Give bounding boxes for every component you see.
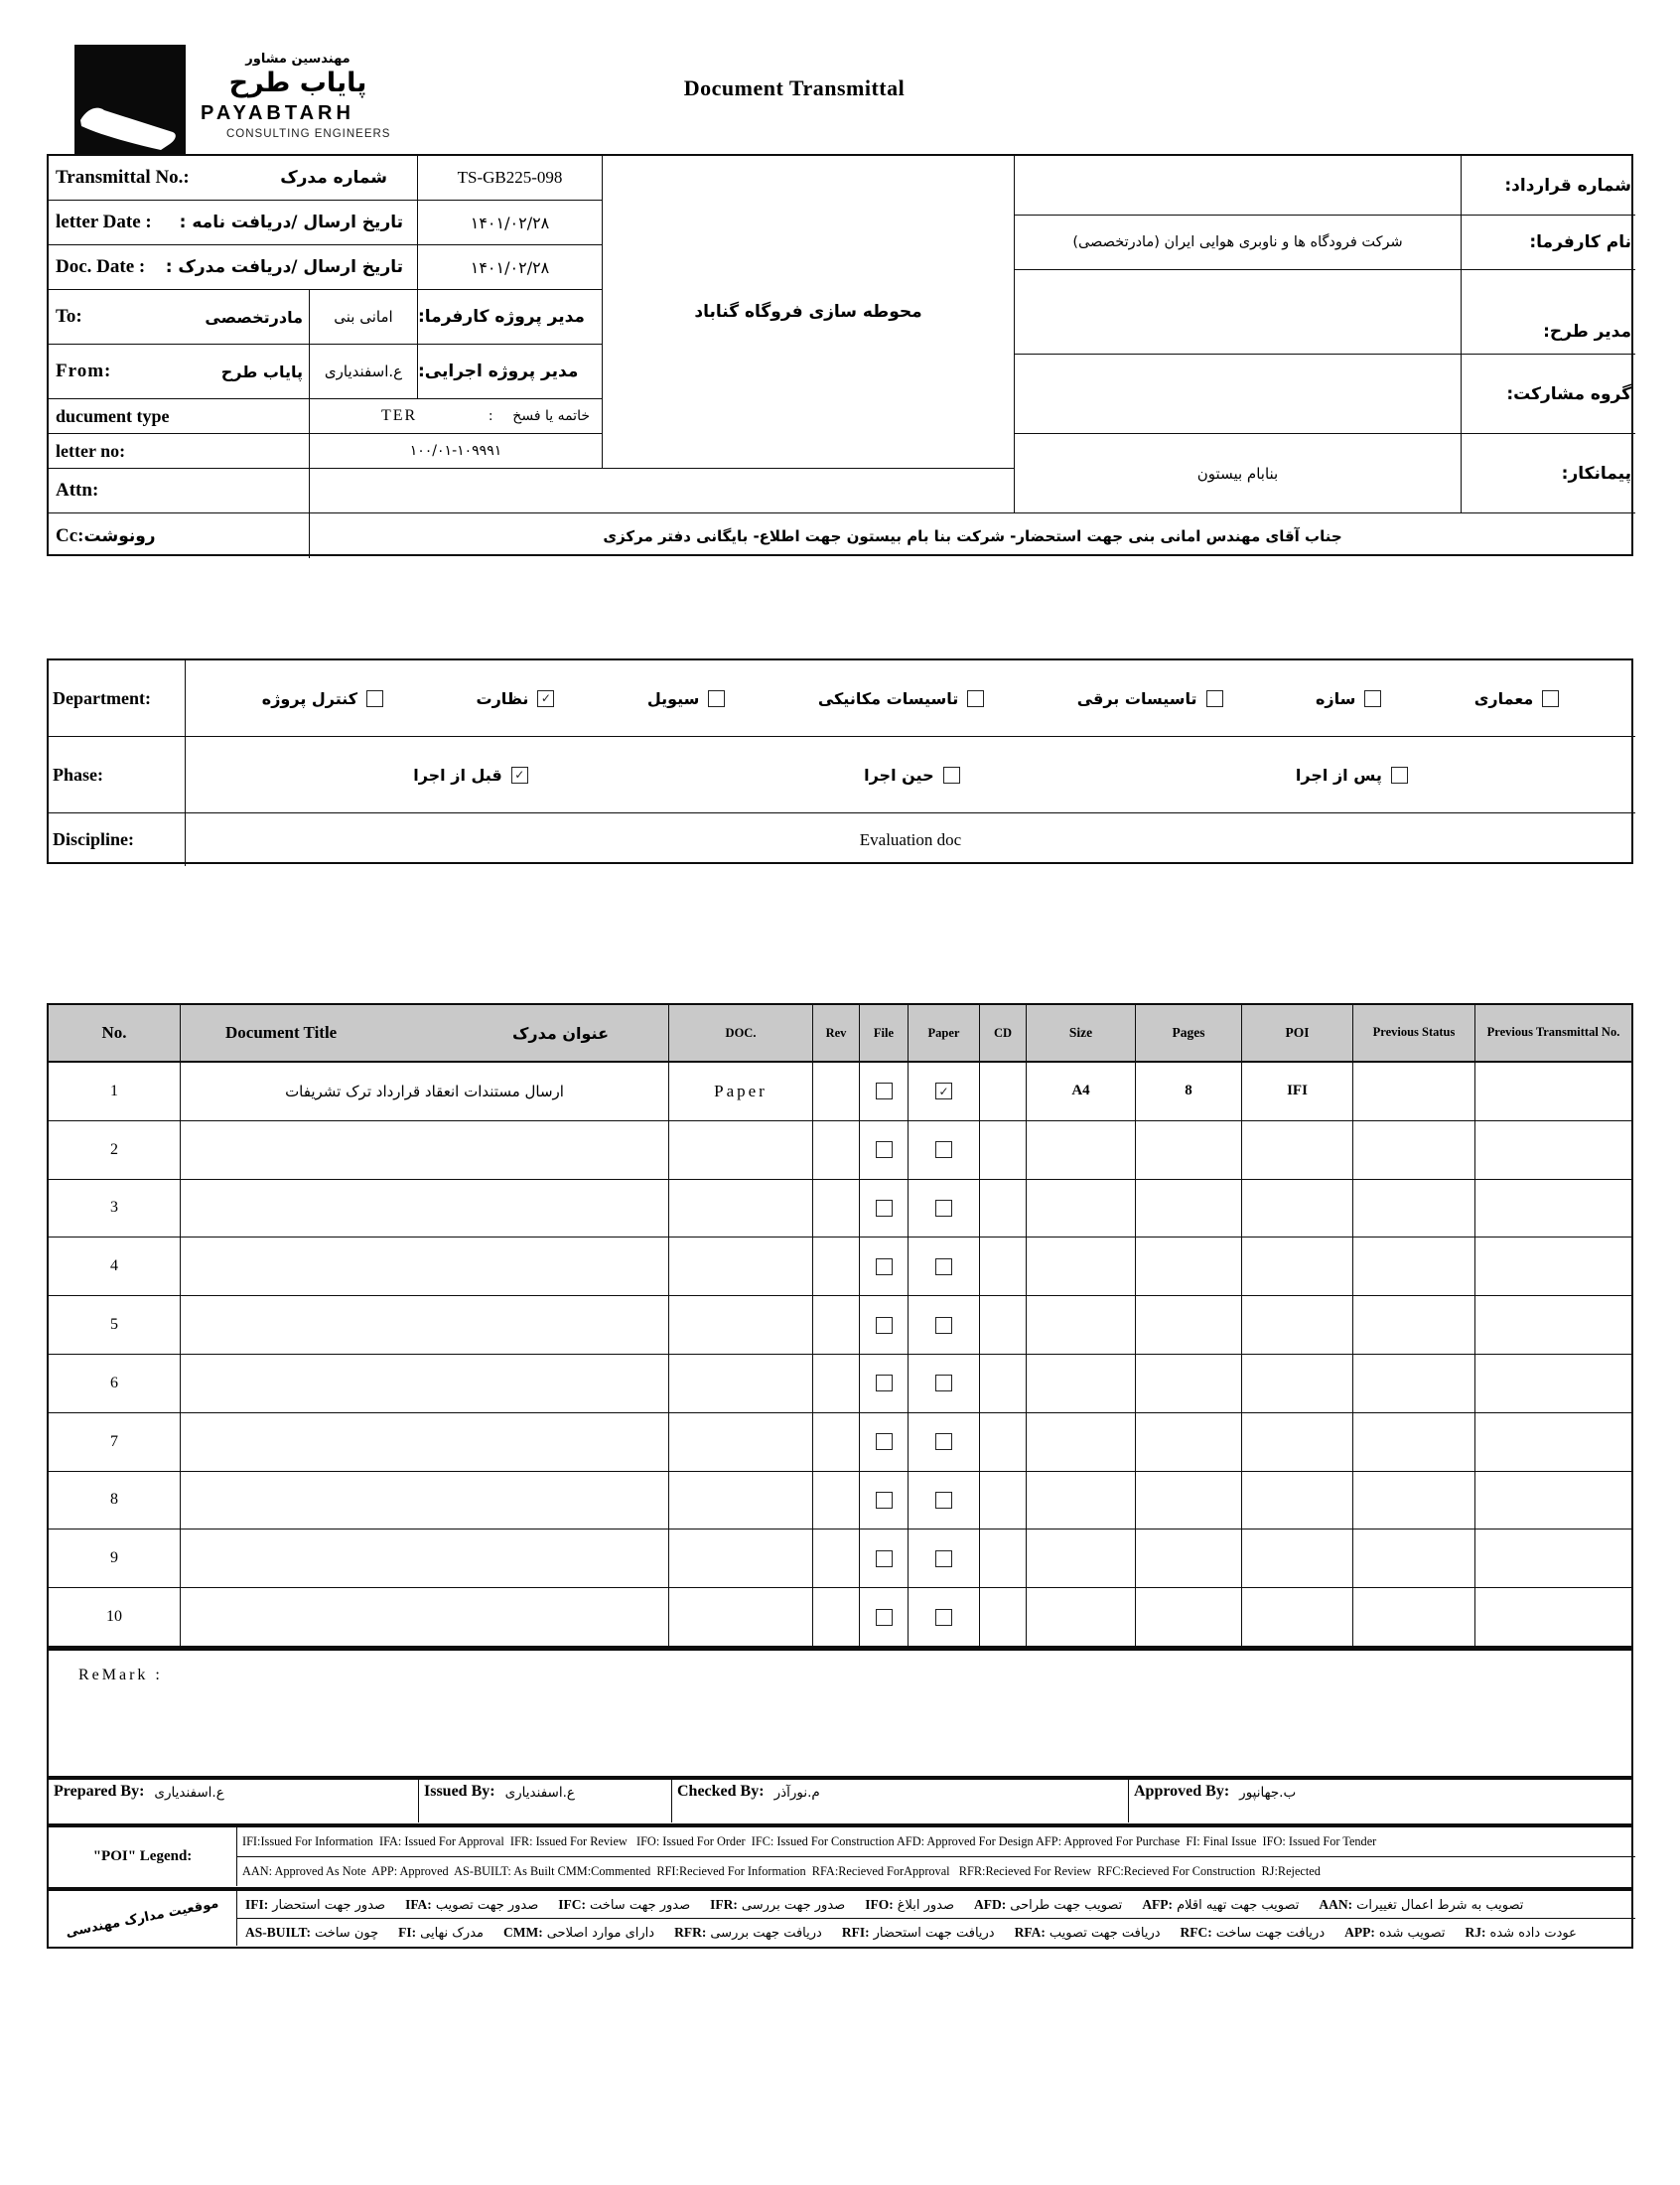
- legend-item: IFI: صدور جهت استحضار: [245, 1896, 386, 1913]
- checked-by-cell: Checked By: م.نورآذر: [672, 1780, 1129, 1822]
- attn-label: Attn:: [56, 480, 99, 501]
- legend-item: RFI: دریافت جهت استحضار: [841, 1924, 995, 1941]
- row-pages: [1136, 1355, 1242, 1413]
- legend-item: IFC: صدور جهت ساخت: [558, 1896, 691, 1913]
- row-doc: Paper: [669, 1063, 813, 1121]
- row-poi: [1242, 1588, 1353, 1647]
- row-poi: [1242, 1472, 1353, 1530]
- row-pages: [1136, 1296, 1242, 1355]
- letter-date-value: ۱۴۰۱/۰۲/۲۸: [418, 201, 603, 245]
- row-cd: [980, 1121, 1027, 1180]
- poi-legend-box: [47, 1825, 1633, 1889]
- legend-item: APP: تصویب شده: [1344, 1924, 1446, 1941]
- checkbox-paper[interactable]: [935, 1317, 952, 1334]
- row-prev-transmittal: [1475, 1063, 1631, 1121]
- approved-by-cell: Approved By: ب.جهانپور: [1134, 1783, 1297, 1801]
- row-prev-status: [1353, 1180, 1475, 1238]
- checkbox-structure[interactable]: [1364, 690, 1381, 707]
- row-cd: [980, 1296, 1027, 1355]
- row-paper-cell: [909, 1588, 980, 1647]
- row-no: 4: [49, 1238, 181, 1296]
- design-manager-value: [1015, 270, 1462, 355]
- from-cell: [49, 345, 310, 399]
- legend-item: RJ: عودت داده شده: [1465, 1924, 1577, 1941]
- checkbox-file[interactable]: [876, 1258, 893, 1275]
- row-pages: [1136, 1180, 1242, 1238]
- row-prev-transmittal: [1475, 1296, 1631, 1355]
- attn-label-cell: [49, 469, 310, 513]
- row-doc: [669, 1530, 813, 1588]
- row-paper-cell: [909, 1472, 980, 1530]
- phase-options: [186, 737, 1635, 813]
- checkbox-paper[interactable]: [935, 1433, 952, 1450]
- remark-label: ReMark :: [78, 1667, 163, 1683]
- to-person-value: امانی بنی: [310, 290, 418, 345]
- legend-item: RFR: دریافت جهت بررسی: [674, 1924, 822, 1941]
- discipline-value: Evaluation doc: [859, 829, 962, 849]
- checkbox-paper[interactable]: [935, 1550, 952, 1567]
- fa-legend-label: موقعیت مدارک مهندسی: [49, 1891, 237, 1946]
- row-no: 6: [49, 1355, 181, 1413]
- doc-date-label-cell: [49, 245, 418, 290]
- row-pages: [1136, 1413, 1242, 1472]
- brand-tagline-fa: مهندسین مشاور: [245, 52, 350, 67]
- to-company-fa: مادرتخصصی: [205, 307, 303, 327]
- design-manager-label: مدیر طرح:: [1462, 270, 1635, 355]
- row-file-cell: [860, 1413, 909, 1472]
- row-file-cell: [860, 1355, 909, 1413]
- transmittal-no-label-cell: [49, 156, 418, 201]
- department-label-cell: [49, 660, 186, 737]
- row-file-cell: [860, 1121, 909, 1180]
- department-option: تاسیسات برقی: [1077, 689, 1223, 708]
- legend-item: RFA: دریافت جهت تصویب: [1014, 1924, 1161, 1941]
- row-no: 1: [49, 1063, 181, 1121]
- col-header-paper: Paper: [909, 1005, 980, 1063]
- document-type-colon: :: [489, 407, 493, 424]
- contract-no-label: شماره قرارداد:: [1462, 156, 1635, 216]
- to-cell: [49, 290, 310, 345]
- row-rev: [813, 1355, 860, 1413]
- fa-legend-line2: [237, 1919, 1635, 1946]
- row-pages: [1136, 1472, 1242, 1530]
- row-doc: [669, 1472, 813, 1530]
- row-doc: [669, 1588, 813, 1647]
- row-poi: [1242, 1180, 1353, 1238]
- row-rev: [813, 1121, 860, 1180]
- row-title: [181, 1121, 669, 1180]
- attn-value-cell: [310, 469, 1015, 513]
- row-size: [1027, 1530, 1136, 1588]
- row-file-cell: [860, 1180, 909, 1238]
- row-file-cell: [860, 1530, 909, 1588]
- row-prev-transmittal: [1475, 1413, 1631, 1472]
- row-prev-status: [1353, 1588, 1475, 1647]
- row-doc: [669, 1180, 813, 1238]
- row-title: [181, 1588, 669, 1647]
- document-type-code: TER: [380, 407, 418, 424]
- fa-legend-line1: [237, 1891, 1635, 1919]
- row-file-cell: [860, 1238, 909, 1296]
- doc-date-value: ۱۴۰۱/۰۲/۲۸: [418, 245, 603, 290]
- row-no: 7: [49, 1413, 181, 1472]
- row-file-cell: [860, 1588, 909, 1647]
- row-no: 9: [49, 1530, 181, 1588]
- checkbox-architecture[interactable]: [1542, 690, 1559, 707]
- col-header-file: File: [860, 1005, 909, 1063]
- row-paper-cell: [909, 1063, 980, 1121]
- row-prev-status: [1353, 1121, 1475, 1180]
- row-cd: [980, 1472, 1027, 1530]
- letter-no-value: ۱۰۰/۰۱-۱۰۹۹۹۱: [310, 434, 603, 469]
- row-paper-cell: [909, 1121, 980, 1180]
- row-prev-transmittal: [1475, 1588, 1631, 1647]
- checkbox-file[interactable]: [876, 1317, 893, 1334]
- to-role-label: مدیر پروژه کارفرما:: [418, 290, 603, 345]
- discipline-label-cell: [49, 813, 186, 866]
- legend-item: IFO: صدور ابلاغ: [865, 1896, 954, 1913]
- brand-name-en: PAYABTARH: [201, 102, 354, 124]
- from-role-label: مدیر پروژه اجرایی:: [418, 345, 603, 399]
- department-option: ✓ نظارت: [477, 689, 555, 708]
- row-no: 2: [49, 1121, 181, 1180]
- checkbox-paper[interactable]: ✓: [935, 1083, 952, 1099]
- row-rev: [813, 1180, 860, 1238]
- department-option: کنترل پروژه: [262, 689, 383, 708]
- legend-item: AFP: تصویب جهت تهیه اقلام: [1142, 1896, 1300, 1913]
- row-rev: [813, 1413, 860, 1472]
- legend-item: CMM: دارای موارد اصلاحی: [502, 1924, 655, 1941]
- discipline-label: Discipline:: [53, 829, 135, 849]
- department-options: [186, 660, 1635, 737]
- row-poi: [1242, 1121, 1353, 1180]
- checked-by-signature: م.نورآذر: [773, 1785, 820, 1801]
- checkbox-paper[interactable]: [935, 1375, 952, 1391]
- issued-by-signature: ع.اسفندیاری: [504, 1785, 575, 1801]
- legend-item: FI: مدرک نهایی: [398, 1924, 484, 1941]
- row-pages: [1136, 1238, 1242, 1296]
- cc-label-cell: [49, 513, 310, 558]
- row-poi: [1242, 1296, 1353, 1355]
- letter-no-label: letter no:: [56, 440, 126, 461]
- department-option: معماری: [1474, 689, 1560, 708]
- department-option: تاسیسات مکانیکی: [818, 689, 984, 708]
- row-prev-status: [1353, 1472, 1475, 1530]
- row-rev: [813, 1472, 860, 1530]
- row-size: [1027, 1121, 1136, 1180]
- letter-date-label-en: letter Date :: [56, 212, 152, 232]
- row-cd: [980, 1355, 1027, 1413]
- col-header-no: No.: [49, 1005, 181, 1063]
- checkbox-paper[interactable]: [935, 1258, 952, 1275]
- document-type-label-cell: [49, 399, 310, 434]
- row-rev: [813, 1296, 860, 1355]
- row-size: [1027, 1413, 1136, 1472]
- checkbox-civil[interactable]: [708, 690, 725, 707]
- client-label: نام کارفرما:: [1462, 216, 1635, 270]
- row-size: [1027, 1296, 1136, 1355]
- approved-by-signature: ب.جهانپور: [1239, 1785, 1297, 1801]
- row-prev-status: [1353, 1355, 1475, 1413]
- cc-value: جناب آقای مهندس امانی بنی جهت استحضار- شرکت بنا بام بیستون جهت اطلاع- بایگانی دفتر مرکزی: [603, 526, 1342, 545]
- col-header-pages: Pages: [1136, 1005, 1242, 1063]
- issued-by-cell: Issued By: ع.اسفندیاری: [419, 1780, 672, 1822]
- checkbox-paper[interactable]: [935, 1141, 952, 1158]
- row-rev: [813, 1238, 860, 1296]
- row-poi: IFI: [1242, 1063, 1353, 1121]
- row-poi: [1242, 1355, 1353, 1413]
- checkbox-file[interactable]: [876, 1200, 893, 1217]
- phase-label-cell: [49, 737, 186, 813]
- row-prev-transmittal: [1475, 1238, 1631, 1296]
- row-title: [181, 1530, 669, 1588]
- department-label: Department:: [53, 687, 151, 708]
- row-prev-status: [1353, 1063, 1475, 1121]
- legend-item: IFR: صدور جهت بررسی: [710, 1896, 846, 1913]
- row-cd: [980, 1063, 1027, 1121]
- transmittal-no-value: TS-GB225-098: [418, 156, 603, 201]
- row-paper-cell: [909, 1238, 980, 1296]
- row-file-cell: [860, 1063, 909, 1121]
- row-cd: [980, 1180, 1027, 1238]
- contract-no-value: [1015, 156, 1462, 216]
- row-size: [1027, 1355, 1136, 1413]
- row-cd: [980, 1588, 1027, 1647]
- row-cd: [980, 1413, 1027, 1472]
- department-option: سازه: [1316, 689, 1381, 708]
- row-title: [181, 1472, 669, 1530]
- row-no: 3: [49, 1180, 181, 1238]
- checkbox-during-execution[interactable]: [943, 767, 960, 784]
- row-paper-cell: [909, 1355, 980, 1413]
- col-header-title: Document Title عنوان مدرک: [181, 1005, 669, 1063]
- doc-date-label-fa: تاریخ ارسال /دریافت مدرک :: [165, 257, 403, 277]
- row-paper-cell: [909, 1296, 980, 1355]
- row-size: [1027, 1238, 1136, 1296]
- prepared-by-signature: ع.اسفندیاری: [154, 1785, 224, 1801]
- checkbox-supervision[interactable]: ✓: [537, 690, 554, 707]
- row-cd: [980, 1530, 1027, 1588]
- legend-item: AFD: تصویب جهت طراحی: [974, 1896, 1123, 1913]
- row-paper-cell: [909, 1530, 980, 1588]
- fa-legend-box: [47, 1889, 1633, 1949]
- row-size: A4: [1027, 1063, 1136, 1121]
- checkbox-paper[interactable]: [935, 1492, 952, 1509]
- row-no: 8: [49, 1472, 181, 1530]
- row-prev-transmittal: [1475, 1472, 1631, 1530]
- col-header-cd: CD: [980, 1005, 1027, 1063]
- checkbox-file[interactable]: [876, 1609, 893, 1626]
- row-size: [1027, 1472, 1136, 1530]
- row-size: [1027, 1180, 1136, 1238]
- row-paper-cell: [909, 1180, 980, 1238]
- row-prev-status: [1353, 1296, 1475, 1355]
- letter-date-label-cell: [49, 201, 418, 245]
- col-header-size: Size: [1027, 1005, 1136, 1063]
- row-doc: [669, 1355, 813, 1413]
- phase-label: Phase:: [53, 764, 103, 785]
- cc-label-fa: رونوشت: [83, 525, 156, 546]
- checkbox-paper[interactable]: [935, 1200, 952, 1217]
- brand-subtitle: CONSULTING ENGINEERS: [226, 128, 391, 140]
- phase-option: حین اجرا: [864, 766, 959, 785]
- legend-item: AS-BUILT: چون ساخت: [245, 1924, 379, 1941]
- document-type-label: ducument type: [56, 405, 170, 426]
- row-title: [181, 1296, 669, 1355]
- checkbox-mechanical[interactable]: [967, 690, 984, 707]
- document-type-fa: خاتمه یا فسخ: [512, 408, 590, 424]
- poi-legend-line2: AAN: Approved As Note APP: Approved AS-BUILT: As Built CMM:Commented RFI:Recieved For Information RFA:Recieved ForApproval RFR:Recieved For Review RFC:Recieved For Construction RJ:Rejected: [242, 1864, 1321, 1878]
- to-label: To:: [56, 306, 82, 327]
- row-rev: [813, 1530, 860, 1588]
- letter-date-label-fa: تاریخ ارسال /دریافت نامه :: [179, 213, 403, 232]
- row-doc: [669, 1413, 813, 1472]
- signature-row: [47, 1778, 1633, 1825]
- row-title: ارسال مستندات انعقاد قرارداد ترک تشریفات: [181, 1063, 669, 1121]
- contractor-label: پیمانکار:: [1462, 434, 1635, 513]
- phase-option: ✓ قبل از اجرا: [413, 766, 528, 785]
- cc-label-en: Cc:: [56, 524, 84, 546]
- row-prev-transmittal: [1475, 1180, 1631, 1238]
- from-label: From:: [56, 361, 112, 381]
- col-header-prev-transmittal: Previous Transmittal No.: [1475, 1005, 1631, 1063]
- row-prev-transmittal: [1475, 1530, 1631, 1588]
- client-value: شرکت فرودگاه ها و ناوبری هوایی ایران (مادرتخصصی): [1015, 216, 1462, 270]
- transmittal-no-label-en: Transmittal No.:: [56, 167, 190, 188]
- row-size: [1027, 1588, 1136, 1647]
- checkbox-file[interactable]: [876, 1375, 893, 1391]
- transmittal-info-table: [47, 154, 1633, 556]
- transmittal-no-label-fa: شماره مدرک: [280, 168, 387, 188]
- row-pages: [1136, 1588, 1242, 1647]
- row-rev: [813, 1063, 860, 1121]
- checkbox-before-execution[interactable]: ✓: [511, 767, 528, 784]
- row-doc: [669, 1296, 813, 1355]
- row-doc: [669, 1121, 813, 1180]
- row-poi: [1242, 1530, 1353, 1588]
- letter-no-label-cell: [49, 434, 310, 469]
- checkbox-project-control[interactable]: [366, 690, 383, 707]
- department-option: سیویل: [647, 689, 726, 708]
- jv-group-label: گروه مشارکت:: [1462, 355, 1635, 434]
- legend-item: AAN: تصویب به شرط اعمال تغییرات: [1319, 1896, 1524, 1913]
- row-poi: [1242, 1238, 1353, 1296]
- col-header-rev: Rev: [813, 1005, 860, 1063]
- poi-legend-line1: IFI:Issued For Information IFA: Issued For Approval IFR: Issued For Review IFO: Issued For Order IFC: Issued For Construction AFD: Approved For Design AFP: Approved For Purchase FI: Final Issue IFO: Issued For Tender: [237, 1827, 1635, 1857]
- classification-table: [47, 658, 1633, 864]
- row-no: 5: [49, 1296, 181, 1355]
- row-poi: [1242, 1413, 1353, 1472]
- row-pages: [1136, 1121, 1242, 1180]
- document-type-value-cell: [310, 399, 603, 434]
- row-pages: 8: [1136, 1063, 1242, 1121]
- checkbox-electrical[interactable]: [1206, 690, 1223, 707]
- legend-item: IFA: صدور جهت تصویب: [405, 1896, 539, 1913]
- row-file-cell: [860, 1472, 909, 1530]
- row-prev-status: [1353, 1530, 1475, 1588]
- project-name-cell: محوطه سازی فروگاه گناباد: [603, 156, 1015, 469]
- contractor-value: بنابام بیستون: [1015, 434, 1462, 513]
- row-rev: [813, 1588, 860, 1647]
- row-title: [181, 1355, 669, 1413]
- legend-item: RFC: دریافت جهت ساخت: [1180, 1924, 1326, 1941]
- from-person-value: ع.اسفندیاری: [310, 345, 418, 399]
- checkbox-file[interactable]: [876, 1083, 893, 1099]
- row-title: [181, 1180, 669, 1238]
- row-title: [181, 1238, 669, 1296]
- col-header-poi: POI: [1242, 1005, 1353, 1063]
- checkbox-file[interactable]: [876, 1492, 893, 1509]
- checkbox-file[interactable]: [876, 1433, 893, 1450]
- doc-date-label-en: Doc. Date :: [56, 256, 146, 277]
- page-title: Document Transmittal: [683, 75, 906, 100]
- row-cd: [980, 1238, 1027, 1296]
- prepared-by-cell: Prepared By: ع.اسفندیاری: [49, 1780, 419, 1822]
- from-company-fa: پایاب طرح: [220, 362, 303, 381]
- row-prev-status: [1353, 1238, 1475, 1296]
- phase-option: پس از اجرا: [1296, 766, 1408, 785]
- brand-name-fa: پایاب طرح: [228, 68, 367, 98]
- row-prev-transmittal: [1475, 1121, 1631, 1180]
- row-prev-status: [1353, 1413, 1475, 1472]
- poi-legend-label: "POI" Legend:: [49, 1827, 237, 1886]
- col-header-doc: DOC.: [669, 1005, 813, 1063]
- checkbox-paper[interactable]: [935, 1609, 952, 1626]
- row-paper-cell: [909, 1413, 980, 1472]
- checkbox-after-execution[interactable]: [1391, 767, 1408, 784]
- row-no: 10: [49, 1588, 181, 1647]
- document-list-table: [47, 1003, 1633, 1649]
- row-prev-transmittal: [1475, 1355, 1631, 1413]
- row-doc: [669, 1238, 813, 1296]
- row-pages: [1136, 1530, 1242, 1588]
- checkbox-file[interactable]: [876, 1141, 893, 1158]
- row-file-cell: [860, 1296, 909, 1355]
- remark-box: [47, 1649, 1633, 1778]
- jv-group-value: [1015, 355, 1462, 434]
- checkbox-file[interactable]: [876, 1550, 893, 1567]
- row-title: [181, 1413, 669, 1472]
- col-header-prev-status: Previous Status: [1353, 1005, 1475, 1063]
